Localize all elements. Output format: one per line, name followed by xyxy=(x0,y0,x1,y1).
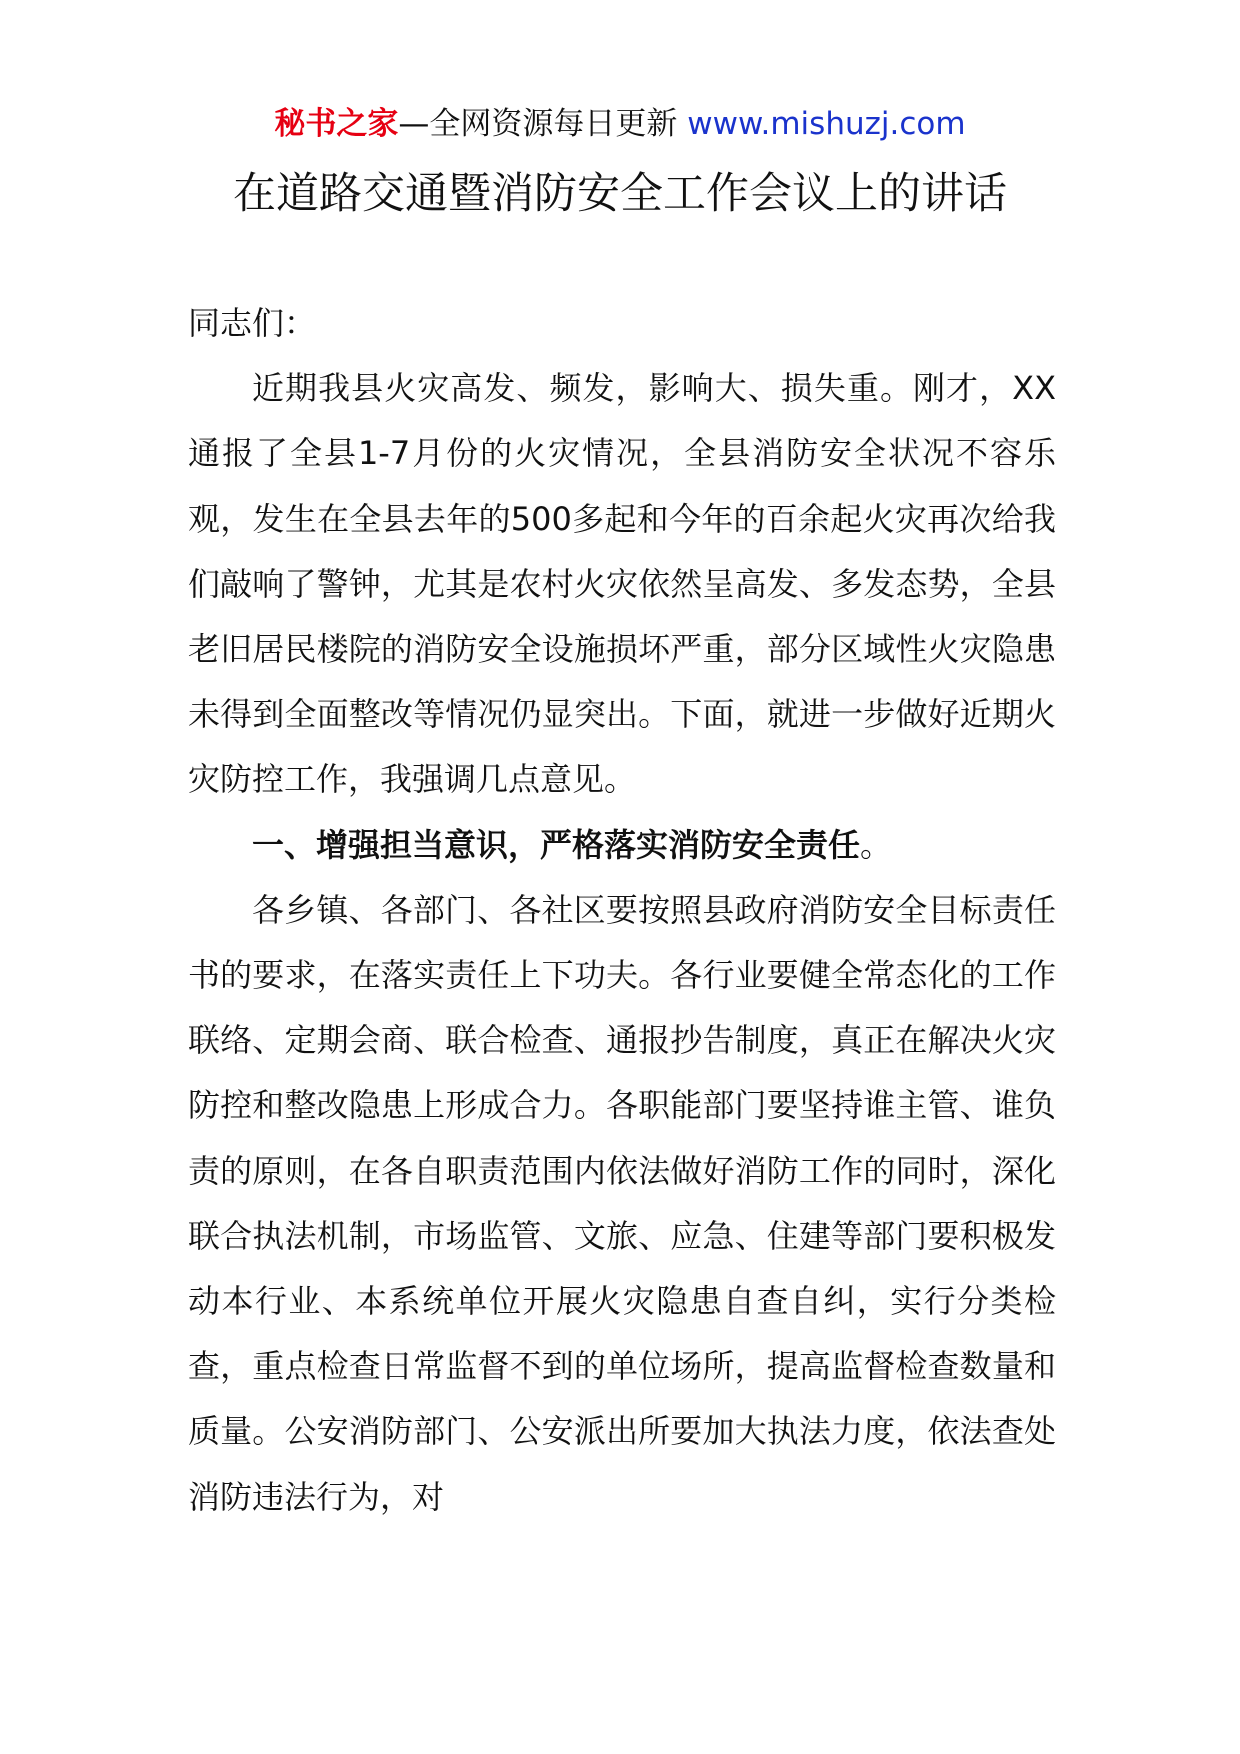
section-heading xyxy=(188,813,1056,878)
salutation: 同志们： xyxy=(188,304,317,342)
document-title: 在道路交通暨消防安全工作会议上的讲话 xyxy=(233,169,1007,219)
header-tagline: —全网资源每日更新 xyxy=(398,106,678,142)
site-url-link[interactable]: www.mishuzj.com xyxy=(687,106,966,142)
section-paragraph: 各乡镇、各部门、各社区要按照县政府消防安全目标责任书的要求，在落实责任上下功夫。各行业要健全常态化的工作联络、定期会商、联合检查、通报抄告制度，真正在解决火灾防控和整改隐患上形成合力。各职能部门要坚持谁主管、谁负责的原则，在各自职责范围内依法做好消防工作的同时，深化联合执法机制，市场监管、文旅、应急、住建等部门要积极发动本行业、本系统单位开展火灾隐患自查自纠，实行分类检查，重点检查日常监督不到的单位场所，提高监督检查数量和质量。公安消防部门、公安派出所要加大执法力度，依法查处消防违法行为，对 xyxy=(188,890,1056,1516)
site-header xyxy=(0,102,1240,146)
intro-paragraph: 近期我县火灾高发、频发，影响大、损失重。刚才，XX通报了全县1-7月份的火灾情况，全县消防安全状况不容乐观，发生在全县去年的500多起和今年的百余起火灾再次给我们敲响了警钟，尤其是农村火灾依然呈高发、多发态势，全县老旧居民楼院的消防安全设施损坏严重，部分区域性火灾隐患未得到全面整改等情况仍显突出。下面，就进一步做好近期火灾防控工作，我强调几点意见。 xyxy=(188,369,1056,799)
section-heading-text: 一、增强担当意识，严格落实消防安全责任 xyxy=(252,825,861,864)
section-heading-end: 。 xyxy=(860,825,893,864)
brand-name: 秘书之家 xyxy=(274,106,399,142)
document-body xyxy=(188,291,1056,1530)
